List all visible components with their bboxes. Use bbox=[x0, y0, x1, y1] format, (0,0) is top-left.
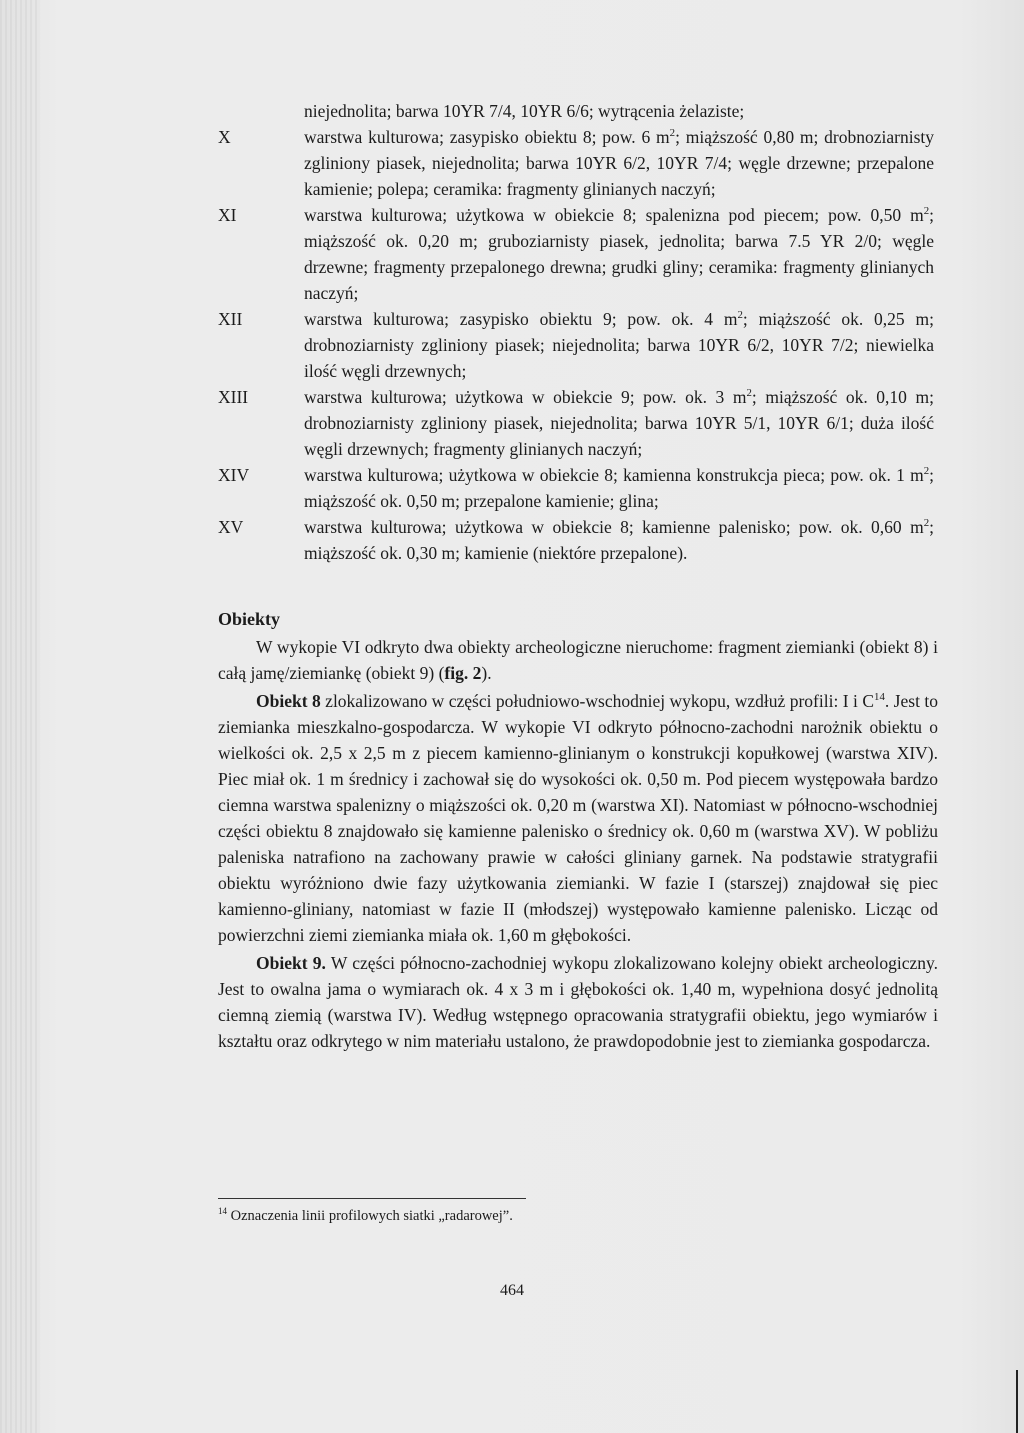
layer-description: warstwa kulturowa; użytkowa w obiekcie 8; kamienna konstrukcja pieca; pow. ok. 1 $m^2$; miąższość ok. 0,50 m; przepalone kamienie; glina; bbox=[304, 465, 934, 511]
layer-number: XIV bbox=[218, 465, 250, 485]
page-number: 464 bbox=[500, 1282, 524, 1299]
layer-entry-xi bbox=[218, 202, 934, 306]
layer-description: warstwa kulturowa; użytkowa w obiekcie 9; pow. ok. 3 $m^2$; miąższość ok. 0,10 m; drobnoziarnisty zgliniony piasek, niejednolita; barwa 10YR 5/1, 10YR 6/1; duża ilość węgli drzewnych; fragmenty glinianych naczyń; bbox=[304, 387, 934, 459]
layer-number: XIII bbox=[218, 387, 249, 407]
layer-list bbox=[218, 98, 934, 566]
layer-number: XV bbox=[218, 517, 244, 537]
paragraph-object-9: Obiekt 9. W części północno-zachodniej wykopu zlokalizowano kolejny obiekt archeologiczny. Jest to owalna jama o wymiarach ok. 4 x 3 m i głębokości ok. 1,40 m, wypełniona dosyć jednolitą ciemną ziemią (warstwa IV). Według wstępnego opracowania stratygrafii obiektu, jego wymiarów i kształtu oraz odkrytego w nim materiału ustalono, że prawdopodobnie jest to ziemianka gospodarcza. bbox=[218, 953, 938, 1051]
layer-description: warstwa kulturowa; użytkowa w obiekcie 8; kamienne palenisko; pow. ok. 0,60 $m^2$; miąższość ok. 0,30 m; kamienie (niektóre przepalone). bbox=[304, 517, 934, 563]
layer-description: warstwa kulturowa; użytkowa w obiekcie 8; spalenizna pod piecem; pow. 0,50 $m^2$; miąższość ok. 0,20 m; gruboziarnisty piasek, jednolita; barwa 7.5 YR 2/0; węgle drzewne; fragmenty przepalonego drewna; grudki gliny; ceramika: fragmenty glinianych naczyń; bbox=[304, 205, 934, 303]
layer-continuation: niejednolita; barwa 10YR 7/4, 10YR 6/6; wytrącenia żelaziste; bbox=[304, 101, 745, 121]
page-edge-mark bbox=[1016, 1370, 1018, 1433]
paragraph-objects-intro: W wykopie VI odkryto dwa obiekty archeologiczne nieruchome: fragment ziemianki (obiekt 8) i całą jamę/ziemiankę (obiekt 9) (fig. 2). bbox=[218, 637, 938, 683]
layer-description: warstwa kulturowa; zasypisko obiektu 8; pow. 6 $m^2$; miąższość 0,80 m; drobnoziarnisty zgliniony piasek, niejednolita; barwa 10YR 6/2, 10YR 7/4; węgle drzewne; przepalone kamienie; polepa; ceramika: fragmenty glinianych naczyń; bbox=[304, 127, 934, 199]
section-heading: Obiekty bbox=[218, 609, 281, 629]
layer-entry-xiii bbox=[218, 384, 934, 462]
footnote-reference: 14 bbox=[874, 691, 885, 704]
layer-number: XI bbox=[218, 205, 237, 225]
layer-number: X bbox=[218, 127, 231, 147]
footnote: $^{14}$ Oznaczenia linii profilowych siatki „radarowej”. bbox=[218, 1206, 513, 1224]
footnote-separator bbox=[218, 1198, 526, 1199]
body-text bbox=[218, 634, 938, 1054]
layer-description: warstwa kulturowa; zasypisko obiektu 9; pow. ok. 4 $m^2$; miąższość ok. 0,25 m; drobnoziarnisty zgliniony piasek; niejednolita; barwa 10YR 6/2, 10YR 7/2; niewielka ilość węgli drzewnych; bbox=[304, 309, 934, 381]
layer-entry-xv bbox=[218, 514, 934, 566]
layer-entry-x bbox=[218, 124, 934, 202]
binding-shadow bbox=[0, 0, 40, 1433]
paragraph-object-8: Obiekt 8 zlokalizowano w części południowo-wschodniej wykopu, wzdłuż profili: I i $C^{14}$. Jest to ziemianka mieszkalno-gospodarcza. W wykopie VI odkryto północno-zachodni narożnik obiektu o wielkości ok. 2,5 x 2,5 m z piecem kamienno-glinianym o konstrukcji kopułkowej (warstwa XIV). Piec miał ok. 1 m średnicy i zachował się do wysokości ok. 0,50 m. Pod piecem występowała bardzo ciemna warstwa spalenizny o miąższości ok. 0,20 m (warstwa XI). Natomiast w północno-wschodniej części obiektu 8 znajdowało się kamienne palenisko o średnicy ok. 0,60 m (warstwa XV). W pobliżu paleniska natrafiono na zachowany prawie w całości gliniany garnek. Na podstawie stratygrafii obiektu wyróżniono dwie fazy użytkowania ziemianki. W fazie I (starszej) znajdował się piec kamienno-gliniany, natomiast w fazie II (młodszej) występowało kamienne palenisko. Licząc od powierzchni ziemi ziemianka miała ok. 1,60 m głębokości. bbox=[218, 691, 938, 945]
layer-entry-xii bbox=[218, 306, 934, 384]
layer-entry-xiv bbox=[218, 462, 934, 514]
layer-number: XII bbox=[218, 309, 243, 329]
